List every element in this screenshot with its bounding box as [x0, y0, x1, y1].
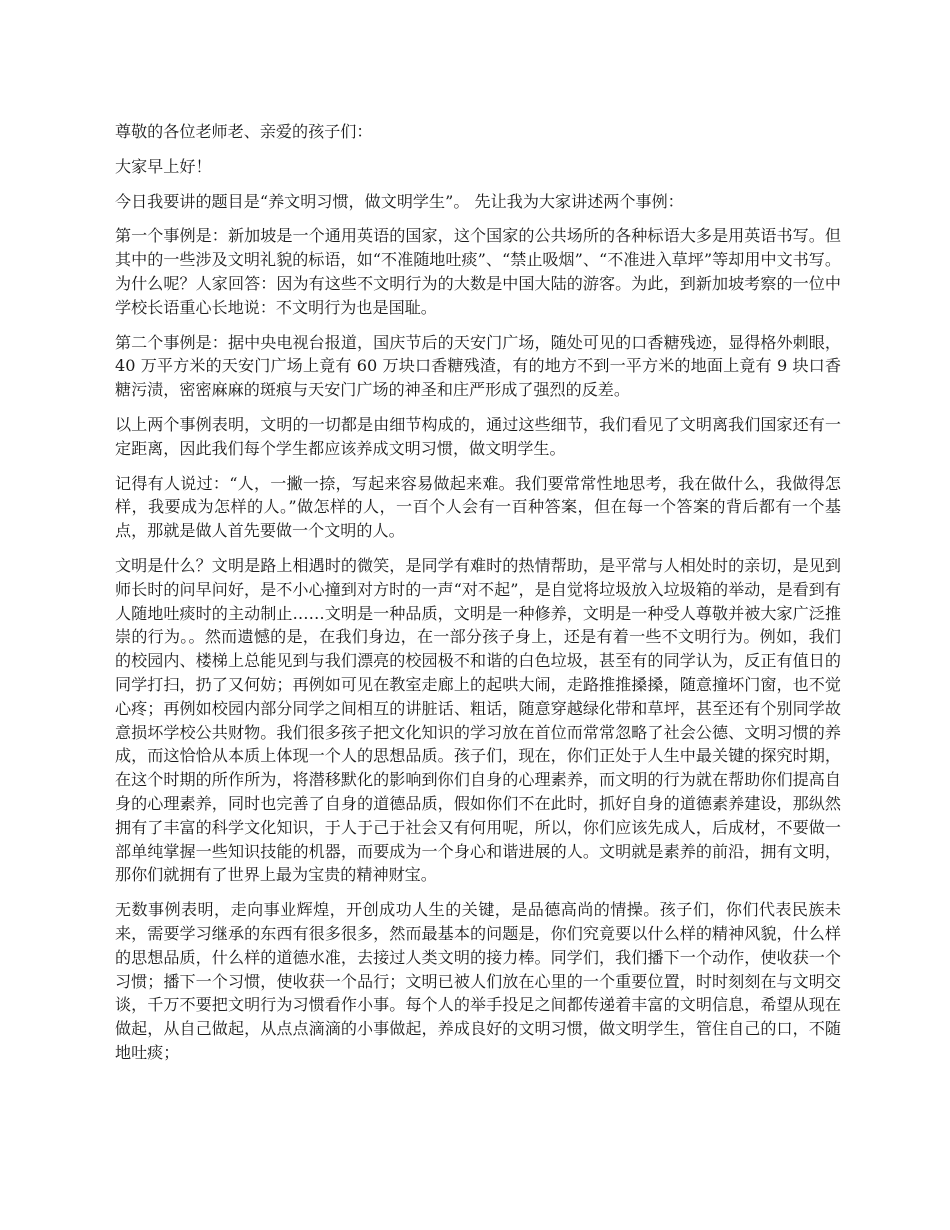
paragraph-topic: 今日我要讲的题目是“养文明习惯，做文明学生”。 先让我为大家讲述两个事例：: [115, 191, 684, 211]
paragraph-conclusion-examples: 以上两个事例表明，文明的一切都是由细节构成的，通过这些细节，我们看见了文明离我们国家还有一定距离，因此我们每个学生都应该养成文明习惯，做文明学生。: [115, 414, 841, 458]
greeting: 大家早上好！: [115, 156, 212, 176]
speech-document: [115, 120, 841, 1076]
salutation: 尊敬的各位老师老、亲爱的孩子们：: [115, 122, 373, 141]
paragraph-example-tiananmen: 第二个事例是：据中央电视台报道，国庆节后的天安门广场，随处可见的口香糖残迹，显得格外刺眼，40 万平方米的天安门广场上竟有 60 万块口香糖残渣，有的地方不到一平方米的地面上竟有 9 块口香糖污渍，密密麻麻的斑痕与天安门广场的神圣和庄严形成了强烈的反差。: [115, 332, 841, 400]
paragraph-quote: 记得有人说过：“人，一撇一捺，写起来容易做起来难。我们要常常性地思考，我在做什么，我做得怎样，我要成为怎样的人。”做怎样的人，一百个人会有一百种答案，但在每一个答案的背后都有一个基点，那就是做人首先要做一个文明的人。: [115, 473, 841, 541]
paragraph-example-singapore: 第一个事例是：新加坡是一个通用英语的国家，这个国家的公共场所的各种标语大多是用英语书写。但其中的一些涉及文明礼貌的标语，如“不准随地吐痰”、“禁止吸烟”、“不准进入草坪”等却用中文书写。为什么呢？人家回答：因为有这些不文明行为的大数是中国大陆的游客。为此，到新加坡考察的一位中学校长语重心长地说：不文明行为也是国耻。: [115, 226, 841, 317]
paragraph-call-to-action: 无数事例表明，走向事业辉煌，开创成功人生的关键，是品德高尚的情操。孩子们，你们代表民族未来，需要学习继承的东西有很多很多，然而最基本的问题是，你们究竟要以什么样的精神风貌，什么样的思想品质，什么样的道德水准，去接过人类文明的接力棒。同学们，我们播下一个动作，使收获一个习惯；播下一个习惯，使收获一个品行；文明已被人们放在心里的一个重要位置，时时刻刻在与文明交谈，千万不要把文明行为习惯看作小事。每个人的举手投足之间都传递着丰富的文明信息，希望从现在做起，从自己做起，从点点滴滴的小事做起，养成良好的文明习惯，做文明学生，管住自己的口，不随地吐痰；: [115, 900, 841, 1062]
paragraph-what-is-civility: 文明是什么？文明是路上相遇时的微笑，是同学有难时的热情帮助，是平常与人相处时的亲切，是见到师长时的问早问好，是不小心撞到对方时的一声“对不起”，是自觉将垃圾放入垃圾箱的举动，是看到有人随地吐痰时的主动制止……文明是一种品质，文明是一种修养，文明是一种受人尊敬并被大家广泛推崇的行为。。然而遗憾的是，在我们身边，在一部分孩子身上，还是有着一些不文明行为。例如，我们的校园内、楼梯上总能见到与我们漂亮的校园极不和谐的白色垃圾，甚至有的同学认为，反正有值日的同学打扫，扔了又何妨；再例如可见在教室走廊上的起哄大闹，走路推推搡搡，随意撞坏门窗，也不觉心疼；再例如校园内部分同学之间相互的讲脏话、粗话，随意穿越绿化带和草坪，甚至还有个别同学故意损坏学校公共财物。我们很多孩子把文化知识的学习放在首位而常常忽略了社会公德、文明习惯的养成，而这恰恰从本质上体现一个人的思想品质。孩子们，现在，你们正处于人生中最关键的探究时期，在这个时期的所作所为，将潜移默化的影响到你们自身的心理素养，而文明的行为就在帮助你们提高自身的心理素养，同时也完善了自身的道德品质，假如你们不在此时，抓好自身的道德素养建设，那纵然拥有了丰富的科学文化知识，于人于己于社会又有何用呢，所以，你们应该先成人，后成材，不要做一部单纯掌握一些知识技能的机器，而要成为一个身心和谐进展的人。文明就是素养的前沿，拥有文明，那你们就拥有了世界上最为宝贵的精神财宝。: [115, 555, 841, 885]
